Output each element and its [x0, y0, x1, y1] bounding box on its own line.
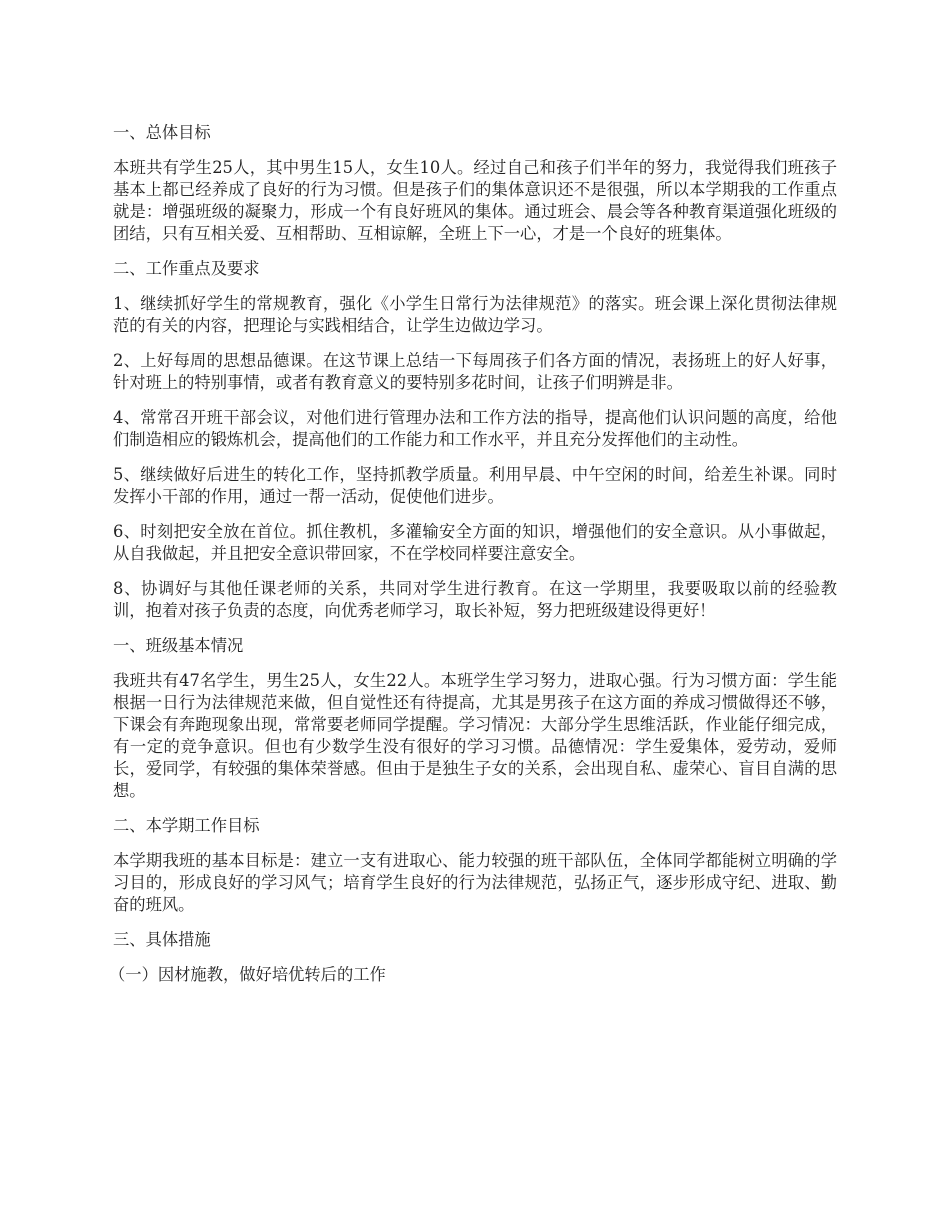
paragraph-item-4: 4、常常召开班干部会议，对他们进行管理办法和工作方法的指导，提高他们认识问题的高度，给他们制造相应的锻炼机会，提高他们的工作能力和工作水平，并且充分发挥他们的主动性。: [113, 408, 837, 449]
subheading-measure-1: （一）因材施教，做好培优转后的工作: [109, 965, 386, 984]
section-heading-semester-goal: 二、本学期工作目标: [113, 816, 260, 835]
paragraph-item-5: 5、继续做好后进生的转化工作，坚持抓教学质量。利用早晨、中午空闲的时间，给差生补课。同时发挥小干部的作用，通过一帮一活动，促使他们进步。: [113, 465, 837, 506]
paragraph-semester-goal: 本学期我班的基本目标是：建立一支有进取心、能力较强的班干部队伍，全体同学都能树立明确的学习目的，形成良好的学习风气；培育学生良好的行为法律规范，弘扬正气，逐步形成守纪、进取、勤奋的班风。: [113, 851, 837, 914]
paragraph-class-situation: 我班共有47名学生，男生25人，女生22人。本班学生学习努力，进取心强。行为习惯方面：学生能根据一日行为法律规范来做，但自觉性还有待提高，尤其是男孩子在这方面的养成习惯做得还不够，下课会有奔跑现象出现，常常要老师同学提醒。学习情况：大部分学生思维活跃，作业能仔细完成，有一定的竞争意识。但也有少数学生没有很好的学习习惯。品德情况：学生爱集体，爱劳动，爱师长，爱同学，有较强的集体荣誉感。但由于是独生子女的关系，会出现自私、虚荣心、盲目自满的思想。: [113, 671, 837, 800]
paragraph-item-2: 2、上好每周的思想品德课。在这节课上总结一下每周孩子们各方面的情况，表扬班上的好人好事，针对班上的特别事情，或者有教育意义的要特别多花时间，让孩子们明辨是非。: [113, 351, 837, 392]
section-heading-class-situation: 一、班级基本情况: [113, 636, 244, 655]
section-heading-measures: 三、具体措施: [113, 930, 211, 949]
paragraph-item-1: 1、继续抓好学生的常规教育，强化《小学生日常行为法律规范》的落实。班会课上深化贯彻法律规范的有关的内容，把理论与实践相结合，让学生边做边学习。: [113, 294, 837, 335]
section-heading-overall-goal: 一、总体目标: [113, 123, 211, 142]
paragraph-class-overview: 本班共有学生25人，其中男生15人，女生10人。经过自己和孩子们半年的努力，我觉得我们班孩子基本上都已经养成了良好的行为习惯。但是孩子们的集体意识还不是很强，所以本学期我的工作重点就是：增强班级的凝聚力，形成一个有良好班风的集体。通过班会、晨会等各种教育渠道强化班级的团结，只有互相关爱、互相帮助、互相谅解，全班上下一心，才是一个良好的班集体。: [113, 158, 837, 243]
document-page: [109, 122, 837, 999]
paragraph-item-6: 6、时刻把安全放在首位。抓住教机，多灌输安全方面的知识，增强他们的安全意识。从小事做起，从自我做起，并且把安全意识带回家，不在学校同样要注意安全。: [113, 522, 837, 563]
section-heading-work-focus: 二、工作重点及要求: [113, 259, 260, 278]
paragraph-item-8: 8、协调好与其他任课老师的关系，共同对学生进行教育。在这一学期里，我要吸取以前的经验教训，抱着对孩子负责的态度，向优秀老师学习，取长补短，努力把班级建设得更好！: [113, 579, 837, 620]
